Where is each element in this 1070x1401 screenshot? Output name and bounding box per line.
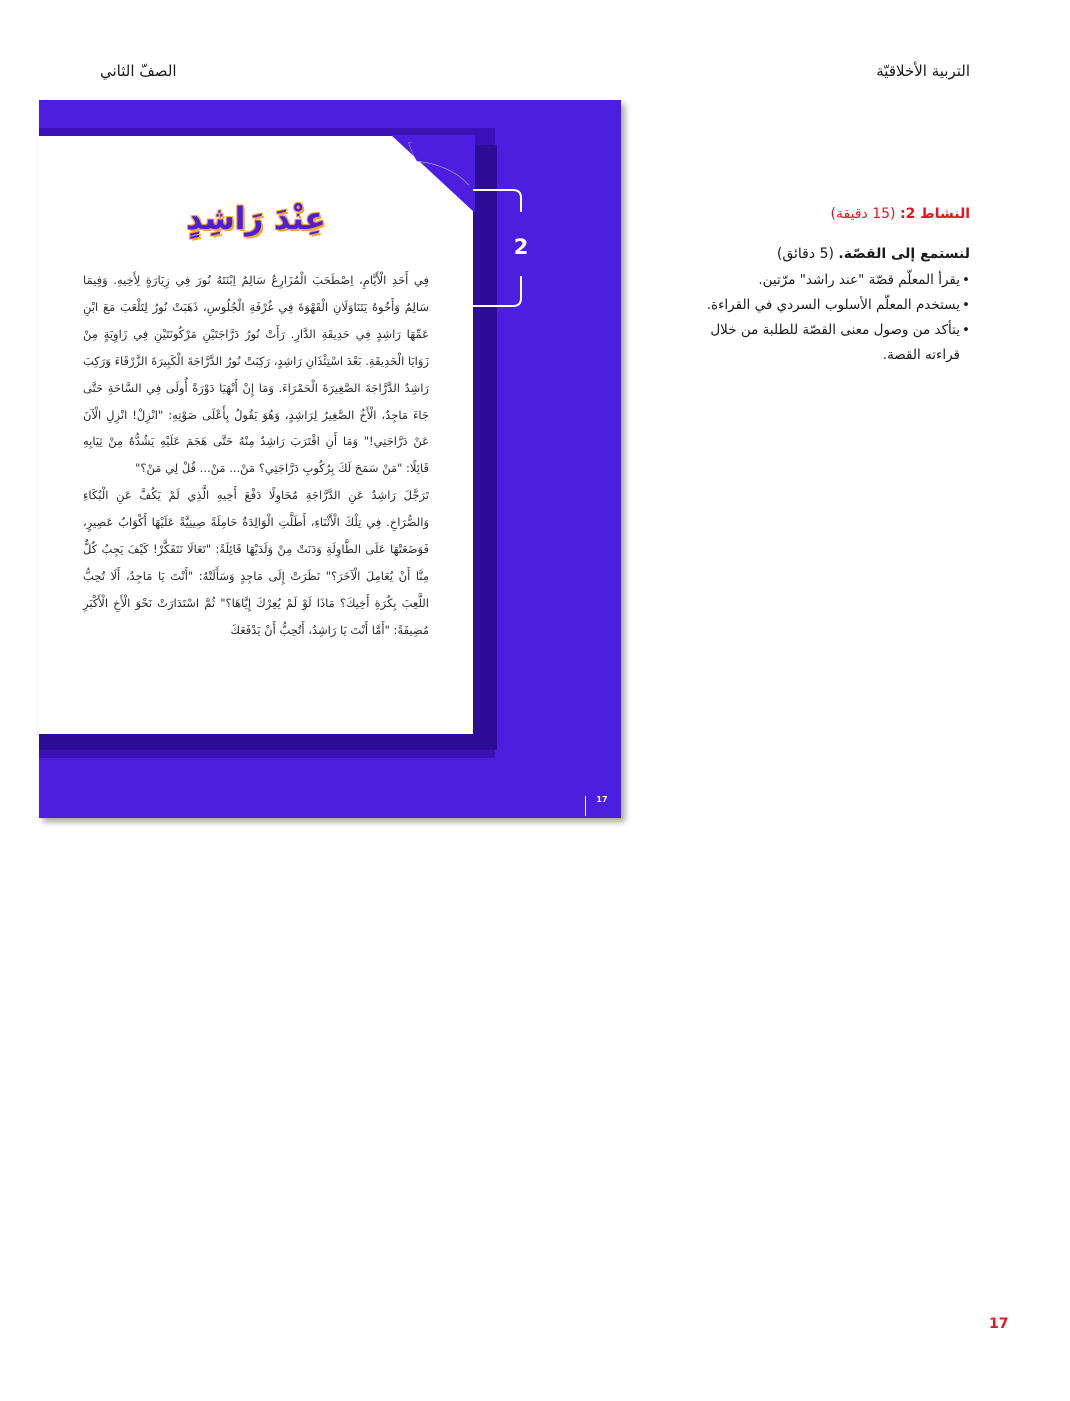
activity-heading [670, 204, 970, 224]
list-item: • يقرأ المعلّم قصّة "عند راشد" مرّتين. [678, 268, 970, 293]
story-paragraph: تَرَجَّلَ رَاشِدٌ عَنِ الدَّرَّاجَةِ مُحَاوِلًا دَفْعَ أَخِيهِ الَّذِي لَمْ يَكُفَّ عَنِ الْبُكَاءِ وَالصُّرَاخِ. فِي تِلْكَ الْأَثْنَاءِ، أَطَلَّتِ الْوَالِدَةُ حَامِلَةً صِينِيَّةً عَلَيْهَا أَكْوَابُ عَصِيرٍ، فَوَضَعَتْهَا عَلَى الطَّاوِلَةِ وَدَنَتْ مِنْ وَلَدَيْهَا قَائِلَةً: "تَعَالَا نَتَفَكَّرْ! كَيْفَ يَجِبُ كُلٌّ مِنَّا أَنْ يُعَامِلَ الْآخَرَ؟" نَظَرَتْ إِلَى مَاجِدٍ وَسَأَلَتْهُ: "أَنْتَ يَا مَاجِدُ، أَلَا تُحِبُّ اللَّعِبَ بِكُرَةِ أَخِيكَ؟ مَاذَا لَوْ لَمْ يُعِرْكَ إِيَّاهَا؟" ثُمَّ اسْتَدَارَتْ نَحْوَ الْأَخِ الْأَكْبَرِ مُضِيفَةً: "أَمَّا أَنْتَ يَا رَاشِدُ، أَتُحِبُّ أَنْ يَدْفَعَكَ [83, 488, 429, 637]
activity-duration: (15 دقيقة) [830, 206, 900, 222]
activity-label: النشاط 2: [899, 206, 970, 222]
book-page-number: 17 [596, 795, 608, 804]
listen-duration: (5 دقائق) [776, 246, 839, 262]
listen-label: لنستمع إلى القصّة. [838, 246, 970, 262]
header-grade: الصفّ الثاني [100, 62, 177, 80]
header-subject: التربية الأخلاقيّة [876, 62, 970, 80]
list-item: • يستخدم المعلّم الأسلوب السردي في القراءة. [678, 293, 970, 318]
story-paragraph: فِي أَحَدِ الْأَيَّامِ، اِصْطَحَبَ الْمُزَارِعُ سَالِمٌ اِبْنَتَهُ نُورَ فِي زِيَارَةٍ لِأَخِيهِ. وَفِيمَا سَالِمٌ وَأَخُوهُ يَتَنَاوَلَانِ الْقَهْوَةَ فِي غُرْفَةِ الْجُلُوسِ، ذَهَبَتْ نُورُ لِتَلْعَبَ مَعَ ابْنِ عَمِّهَا رَاشِدٍ فِي حَدِيقَةِ الدَّارِ. رَأَتْ نُورُ دَرَّاجَتَيْنِ مَرْكُونَتَيْنِ فِي زَاوِيَةٍ مِنْ زَوَايَا الْحَدِيقَةِ. بَعْدَ اسْتِئْذَانِ رَاشِدٍ، رَكِبَتْ نُورُ الدَّرَّاجَةَ الْكَبِيرَةَ الزَّرْقَاءَ وَرَكِبَ رَاشِدٌ الدَّرَّاجَةَ الصَّغِيرَةَ الْحَمْرَاءَ. وَمَا إِنْ أَنْهَيَا دَوْرَةً أُولَى فِي السَّاحَةِ حَتَّى جَاءَ مَاجِدٌ، الْأَخُ الصَّغِيرُ لِرَاشِدٍ، وَهُوَ يَقُولُ بِأَعْلَى صَوْتِهِ: "انْزِلْ! انْزِلِ الْآنَ عَنْ دَرَّاجَتِي!" وَمَا أَنِ اقْتَرَبَ رَاشِدٌ مِنْهُ حَتَّى هَجَمَ عَلَيْهِ يَشُدُّهُ مِنْ ثِيَابِهِ قَائِلًا: "مَنْ سَمَحَ لَكَ بِرُكُوبِ دَرَّاجَتِي؟ مَنْ... مَنْ... قُلْ لِي مَنْ؟" [83, 273, 429, 476]
story-title: عِنْدَ رَاشِدٍ [186, 201, 326, 237]
story-text [83, 267, 429, 644]
listen-heading [670, 244, 970, 264]
divider [585, 796, 586, 816]
list-item: • يتأكد من وصول معنى القصّة للطلبة من خلال قراءته القصة. [678, 318, 970, 368]
lesson-number: 2 [513, 235, 529, 259]
page-number: 17 [989, 1316, 1009, 1332]
textbook-page-image [39, 100, 621, 818]
instruction-list [678, 268, 970, 368]
